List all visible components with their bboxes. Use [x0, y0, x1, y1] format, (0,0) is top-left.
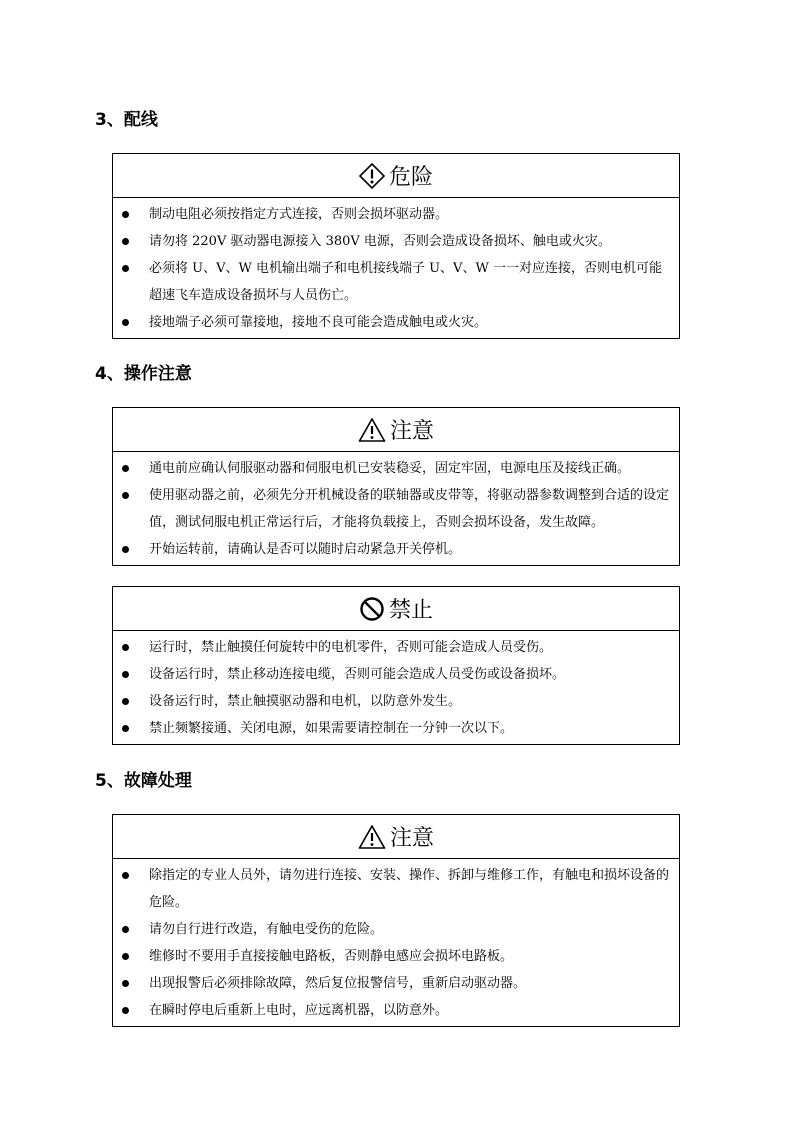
list-item: 出现报警后必须排除故障，然后复位报警信号，重新启动驱动器。 — [113, 970, 679, 997]
bullet-icon — [122, 211, 129, 218]
list-item: 接地端子必须可靠接地，接地不良可能会造成触电或火灾。 — [113, 309, 679, 336]
section-heading-operation: 4、操作注意 — [95, 364, 192, 384]
box-title — [113, 154, 679, 198]
bullet-icon — [122, 644, 129, 651]
bullet-icon — [122, 953, 129, 960]
caution-box — [112, 814, 680, 1027]
list-item: 请勿自行进行改造，有触电受伤的危险。 — [113, 916, 679, 943]
box-title-text: 注意 — [389, 419, 434, 444]
bullet-icon — [122, 671, 129, 678]
danger-icon — [359, 163, 385, 189]
bullet-icon — [122, 1007, 129, 1014]
list-item: 除指定的专业人员外，请勿进行连接、安装、操作、拆卸与维修工作，有触电和损坏设备的危险。 — [113, 862, 679, 916]
list-item: 使用驱动器之前，必须先分开机械设备的联轴器或皮带等，将驱动器参数调整到合适的设定值，测试伺服电机正常运行后，才能将负载接上，否则会损坏设备，发生故障。 — [113, 482, 679, 536]
box-title — [113, 815, 679, 859]
warning-icon — [358, 824, 386, 850]
bullet-icon — [122, 465, 129, 472]
bullet-icon — [122, 872, 129, 879]
warning-icon — [358, 417, 386, 443]
list-item: 在瞬时停电后重新上电时，应远离机器，以防意外。 — [113, 997, 679, 1024]
list-item: 必须将 U、V、W 电机输出端子和电机接线端子 U、V、W 一一对应连接，否则电机可能超速飞车造成设备损坏与人员伤亡。 — [113, 255, 679, 309]
bullet-icon — [122, 492, 129, 499]
section-heading-troubleshooting: 5、故障处理 — [95, 771, 192, 791]
bullet-icon — [122, 926, 129, 933]
box-title-text: 危险 — [388, 165, 433, 190]
item-list — [113, 631, 679, 744]
list-item: 开始运转前，请确认是否可以随时启动紧急开关停机。 — [113, 536, 679, 563]
bullet-icon — [122, 698, 129, 705]
item-list — [113, 198, 679, 338]
list-item: 禁止频繁接通、关闭电源，如果需要请控制在一分钟一次以下。 — [113, 715, 679, 742]
list-item: 设备运行时，禁止触摸驱动器和电机，以防意外发生。 — [113, 688, 679, 715]
box-title — [113, 587, 679, 631]
prohibited-icon — [359, 596, 385, 622]
danger-box — [112, 153, 680, 339]
prohibited-box — [112, 586, 680, 745]
item-list — [113, 859, 679, 1026]
caution-box — [112, 407, 680, 566]
bullet-icon — [122, 265, 129, 272]
box-title-text: 注意 — [389, 826, 434, 851]
item-list — [113, 452, 679, 565]
bullet-icon — [122, 980, 129, 987]
bullet-icon — [122, 725, 129, 732]
bullet-icon — [122, 546, 129, 553]
list-item: 制动电阻必须按指定方式连接，否则会损坏驱动器。 — [113, 201, 679, 228]
list-item: 请勿将 220V 驱动器电源接入 380V 电源，否则会造成设备损坏、触电或火灾。 — [113, 228, 679, 255]
bullet-icon — [122, 238, 129, 245]
list-item: 运行时，禁止触摸任何旋转中的电机零件，否则可能会造成人员受伤。 — [113, 634, 679, 661]
list-item: 维修时不要用手直接接触电路板，否则静电感应会损坏电路板。 — [113, 943, 679, 970]
box-title-text: 禁止 — [388, 598, 433, 623]
list-item: 设备运行时，禁止移动连接电缆，否则可能会造成人员受伤或设备损坏。 — [113, 661, 679, 688]
box-title — [113, 408, 679, 452]
list-item: 通电前应确认伺服驱动器和伺服电机已安装稳妥，固定牢固，电源电压及接线正确。 — [113, 455, 679, 482]
section-heading-wiring: 3、配线 — [95, 110, 158, 130]
bullet-icon — [122, 319, 129, 326]
